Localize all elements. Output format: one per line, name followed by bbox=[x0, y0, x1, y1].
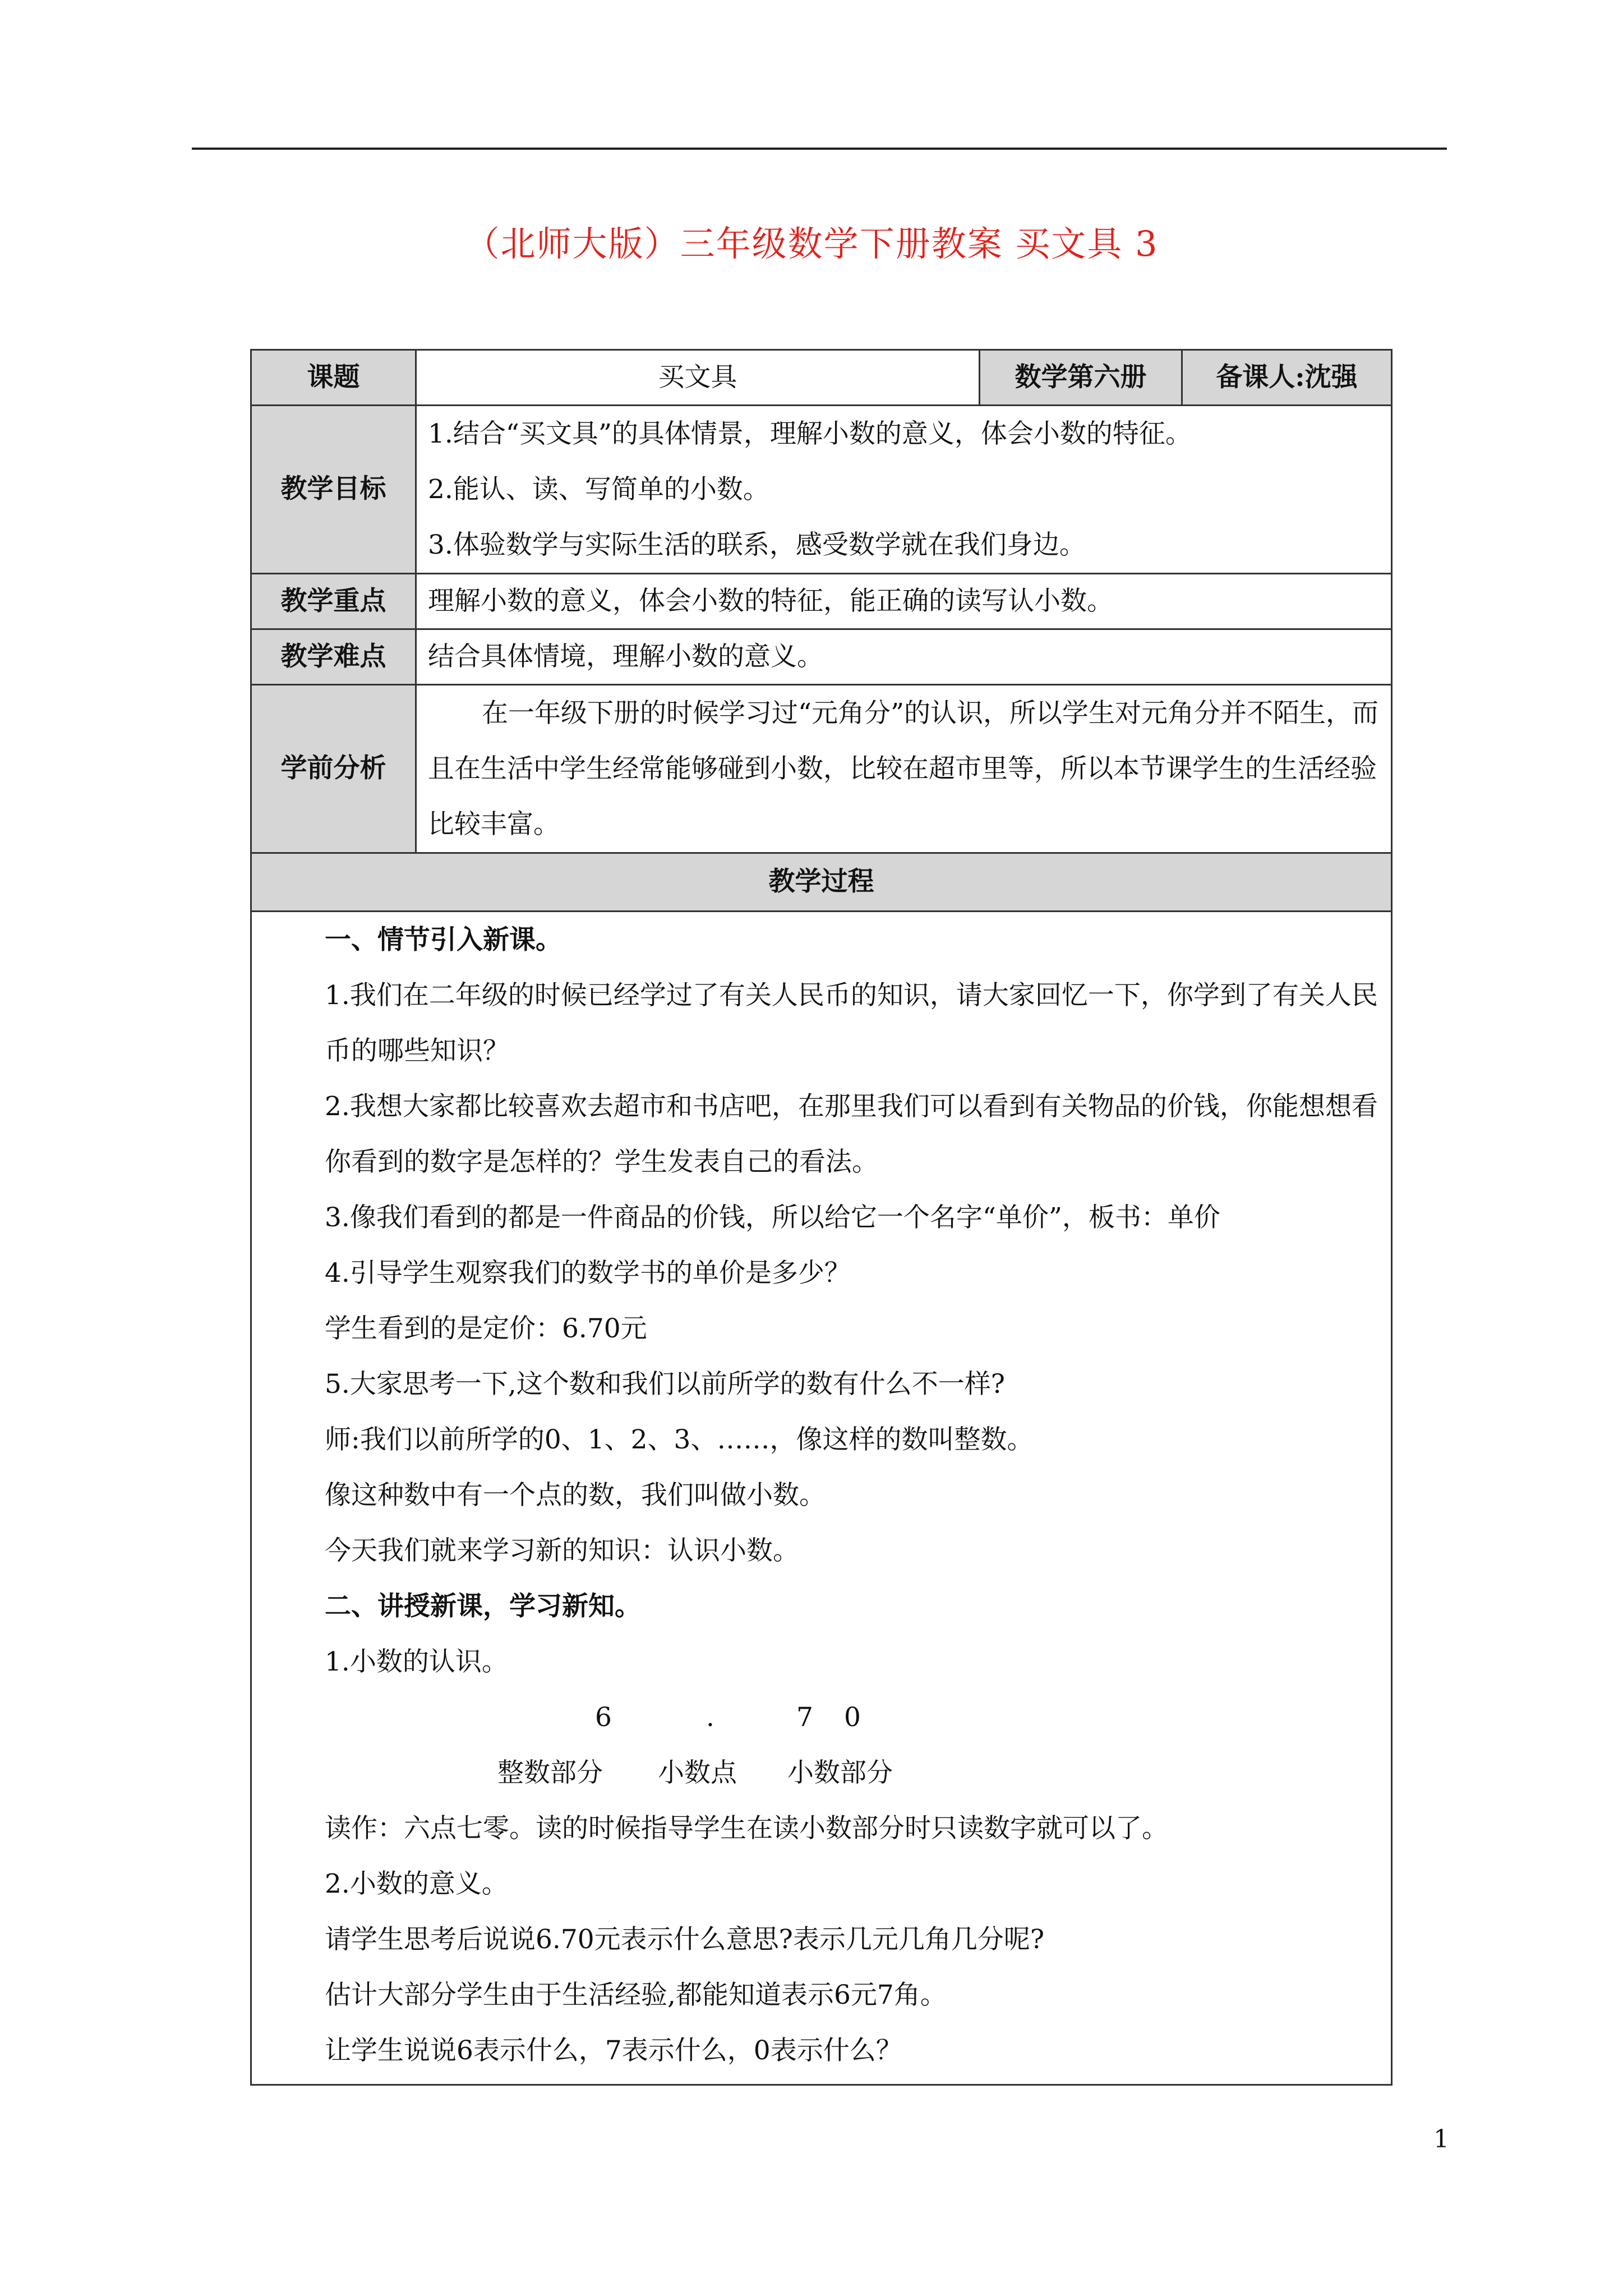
objective-item: 2.能认、读、写简单的小数。 bbox=[428, 474, 769, 505]
decimal-point: . bbox=[706, 1702, 714, 1733]
key-points-label: 教学重点 bbox=[251, 574, 416, 629]
process-paragraph: 2.我想大家都比较喜欢去超市和书店吧，在那里我们可以看到有关物品的价钱，你能想想看你看到的数字是怎样的？学生发表自己的看法。 bbox=[325, 1091, 1378, 1177]
process-paragraph: 1.小数的认识。 bbox=[325, 1646, 508, 1677]
difficulties-row bbox=[251, 629, 1392, 685]
header-rule bbox=[192, 148, 1447, 150]
integer-part-label: 整数部分 bbox=[497, 1757, 603, 1788]
process-paragraph: 读作：六点七零。读的时候指导学生在读小数部分时只读数字就可以了。 bbox=[325, 1813, 1168, 1844]
decimal-digit: 0 bbox=[844, 1702, 861, 1733]
process-paragraph: 学生看到的是定价：6.70元 bbox=[325, 1313, 647, 1344]
process-header-row bbox=[251, 853, 1392, 912]
objective-item: 1.结合“买文具”的具体情景，理解小数的意义，体会小数的特征。 bbox=[428, 418, 1192, 449]
document-title: （北师大版）三年级数学下册教案 买文具 3 bbox=[464, 223, 1159, 264]
objectives-cell bbox=[416, 406, 1392, 574]
topic-value: 买文具 bbox=[416, 350, 980, 406]
decimal-digit: 7 bbox=[796, 1702, 813, 1733]
difficulties-label: 教学难点 bbox=[251, 629, 416, 685]
process-paragraph: 师:我们以前所学的0、1、2、3、……，像这样的数叫整数。 bbox=[325, 1424, 1034, 1455]
objectives-row bbox=[251, 406, 1392, 574]
lesson-plan-table bbox=[250, 349, 1393, 2086]
key-points-row bbox=[251, 574, 1392, 629]
topic-label: 课题 bbox=[251, 350, 416, 406]
fraction-part-label: 小数部分 bbox=[787, 1757, 893, 1788]
process-content bbox=[251, 912, 1392, 2085]
decimal-digit: 6 bbox=[595, 1702, 612, 1733]
process-paragraph: 2.小数的意义。 bbox=[325, 1869, 508, 1899]
process-paragraph: 4.引导学生观察我们的数学书的单价是多少？ bbox=[325, 1258, 851, 1289]
decimal-number-row bbox=[263, 1690, 1380, 1745]
objectives-label: 教学目标 bbox=[251, 406, 416, 574]
pre-analysis-text: 在一年级下册的时候学习过“元角分”的认识，所以学生对元角分并不陌生，而且在生活中学生经常能够碰到小数，比较在超市里等，所以本节课学生的生活经验比较丰富。 bbox=[428, 698, 1379, 840]
section-heading: 一、情节引入新课。 bbox=[325, 924, 562, 955]
pre-analysis-label: 学前分析 bbox=[251, 685, 416, 853]
pre-analysis-row bbox=[251, 685, 1392, 853]
process-paragraph: 像这种数中有一个点的数，我们叫做小数。 bbox=[325, 1480, 826, 1511]
page-number: 1 bbox=[1433, 2125, 1449, 2154]
decimal-point-label: 小数点 bbox=[658, 1757, 737, 1788]
process-paragraph: 3.像我们看到的都是一件商品的价钱，所以给它一个名字“单价”，板书：单价 bbox=[325, 1202, 1220, 1233]
objective-item: 3.体验数学与实际生活的联系，感受数学就在我们身边。 bbox=[428, 530, 1086, 560]
difficulties-text: 结合具体情境，理解小数的意义。 bbox=[416, 629, 1392, 685]
process-label: 教学过程 bbox=[251, 853, 1392, 912]
process-paragraph: 让学生说说6表示什么，7表示什么，0表示什么？ bbox=[325, 2035, 902, 2066]
process-paragraph: 请学生思考后说说6.70元表示什么意思?表示几元几角几分呢? bbox=[325, 1924, 1045, 1955]
decimal-labels-row bbox=[263, 1745, 1380, 1801]
book-label: 数学第六册 bbox=[980, 350, 1182, 406]
process-paragraph: 1.我们在二年级的时候已经学过了有关人民币的知识，请大家回忆一下，你学到了有关人民币的哪些知识？ bbox=[325, 980, 1378, 1066]
process-paragraph: 估计大部分学生由于生活经验,都能知道表示6元7角。 bbox=[325, 1980, 947, 2010]
preparer-label: 备课人:沈强 bbox=[1182, 350, 1392, 406]
process-paragraph: 5.大家思考一下,这个数和我们以前所学的数有什么不一样? bbox=[325, 1369, 1005, 1400]
section-heading: 二、讲授新课，学习新知。 bbox=[325, 1591, 641, 1622]
pre-analysis-cell bbox=[416, 685, 1392, 853]
process-body-row bbox=[251, 912, 1392, 2085]
key-points-text: 理解小数的意义，体会小数的特征，能正确的读写认小数。 bbox=[416, 574, 1392, 629]
process-paragraph: 今天我们就来学习新的知识：认识小数。 bbox=[325, 1535, 799, 1566]
header-row bbox=[251, 350, 1392, 406]
